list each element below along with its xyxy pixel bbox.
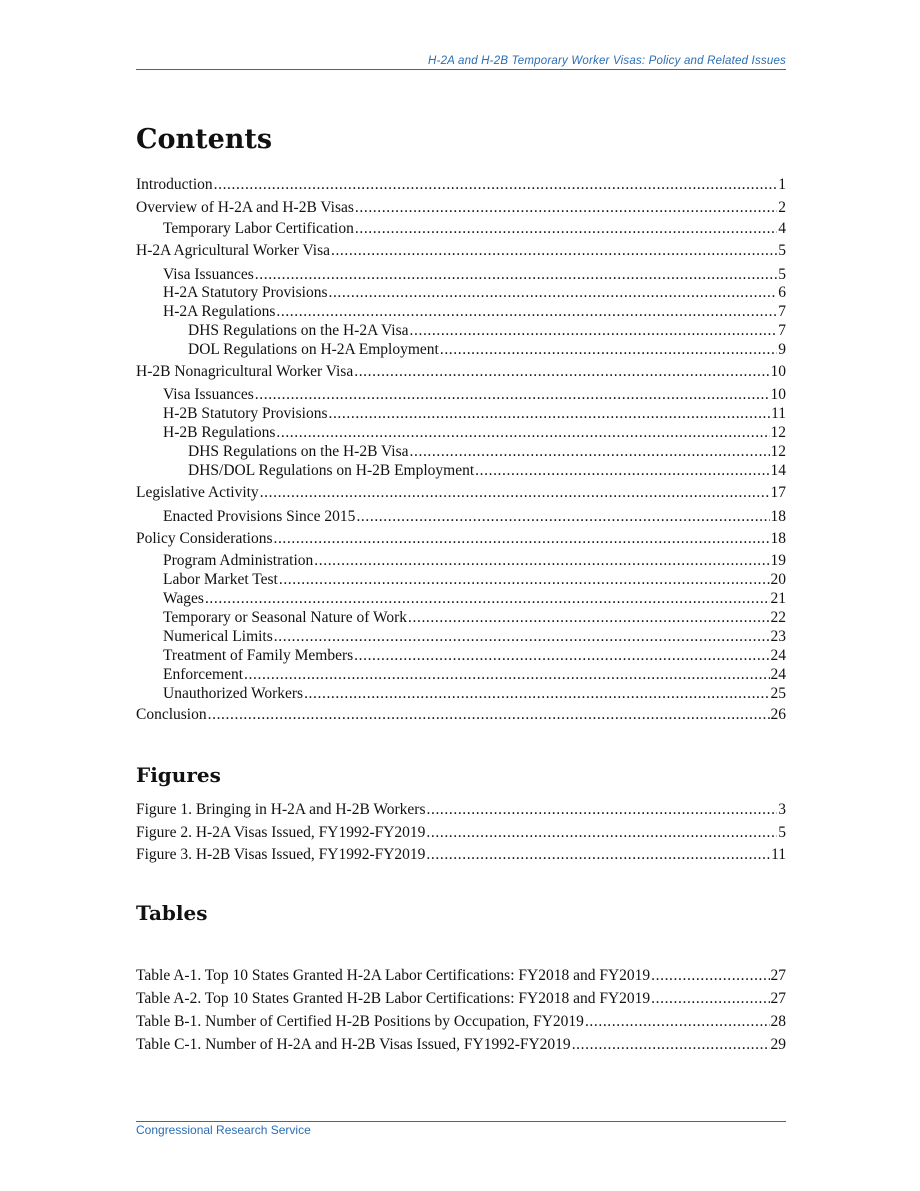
- table-entry[interactable]: [136, 1013, 786, 1031]
- dot-leader: [244, 666, 769, 684]
- dot-leader: [440, 341, 777, 359]
- toc-entry-page: 2: [778, 199, 786, 216]
- tables-heading: Tables: [136, 901, 208, 925]
- toc-entry-title: H-2B Regulations: [163, 424, 276, 441]
- toc-entry-page: 18: [770, 508, 786, 525]
- toc-entry[interactable]: [188, 443, 786, 461]
- toc-entry-title: DHS Regulations on the H-2B Visa: [188, 443, 409, 460]
- toc-entry[interactable]: [188, 322, 786, 340]
- running-header: H-2A and H-2B Temporary Worker Visas: Policy and Related Issues: [428, 55, 786, 67]
- figure-entry-title: Figure 1. Bringing in H-2A and H-2B Workers: [136, 801, 426, 818]
- toc-entry-title: H-2A Regulations: [163, 303, 276, 320]
- toc-entry-page: 18: [770, 530, 786, 547]
- toc-entry[interactable]: [188, 462, 786, 480]
- figure-entry-page: 3: [778, 801, 786, 818]
- toc-entry-page: 5: [778, 266, 786, 283]
- toc-entry[interactable]: [136, 706, 786, 724]
- contents-heading: Contents: [136, 124, 273, 155]
- figure-entry[interactable]: [136, 824, 786, 842]
- toc-entry-page: 12: [770, 443, 786, 460]
- toc-entry-title: Temporary Labor Certification: [163, 220, 354, 237]
- dot-leader: [475, 462, 769, 480]
- dot-leader: [205, 590, 770, 608]
- toc-entry-title: H-2B Statutory Provisions: [163, 405, 328, 422]
- toc-entry[interactable]: [136, 530, 786, 548]
- toc-entry-page: 6: [778, 284, 786, 301]
- dot-leader: [572, 1036, 770, 1054]
- dot-leader: [408, 609, 769, 627]
- table-entry-page: 27: [770, 967, 786, 984]
- dot-leader: [355, 199, 777, 217]
- toc-entry-page: 25: [770, 685, 786, 702]
- dot-leader: [214, 176, 778, 194]
- toc-entry-page: 10: [770, 386, 786, 403]
- dot-leader: [276, 303, 777, 321]
- toc-entry[interactable]: [163, 628, 786, 646]
- dot-leader: [208, 706, 770, 724]
- dot-leader: [427, 801, 778, 819]
- toc-entry-page: 24: [770, 666, 786, 683]
- dot-leader: [273, 530, 769, 548]
- toc-entry-page: 4: [778, 220, 786, 237]
- toc-entry[interactable]: [163, 284, 786, 302]
- toc-entry-title: Visa Issuances: [163, 266, 254, 283]
- figure-entry[interactable]: [136, 846, 786, 864]
- toc-entry[interactable]: [163, 571, 786, 589]
- toc-entry[interactable]: [163, 647, 786, 665]
- toc-entry[interactable]: [163, 405, 786, 423]
- dot-leader: [255, 266, 777, 284]
- toc-entry[interactable]: [136, 484, 786, 502]
- dot-leader: [651, 990, 769, 1008]
- dot-leader: [274, 628, 770, 646]
- toc-entry-title: Overview of H-2A and H-2B Visas: [136, 199, 354, 216]
- toc-entry-page: 14: [770, 462, 786, 479]
- figure-entry-page: 5: [778, 824, 786, 841]
- dot-leader: [354, 363, 769, 381]
- toc-entry-title: Treatment of Family Members: [163, 647, 354, 664]
- toc-entry[interactable]: [163, 220, 786, 238]
- toc-entry[interactable]: [163, 508, 786, 526]
- figure-entry-title: Figure 3. H-2B Visas Issued, FY1992-FY2019: [136, 846, 426, 863]
- dot-leader: [355, 220, 777, 238]
- toc-entry-page: 9: [778, 341, 786, 358]
- toc-entry-title: Numerical Limits: [163, 628, 273, 645]
- toc-entry[interactable]: [163, 666, 786, 684]
- table-entry-title: Table A-2. Top 10 States Granted H-2B Labor Certifications: FY2018 and FY2019: [136, 990, 651, 1007]
- toc-entry-title: Legislative Activity: [136, 484, 259, 501]
- figure-entry[interactable]: [136, 801, 786, 819]
- toc-entry-title: Enacted Provisions Since 2015: [163, 508, 356, 525]
- toc-entry-title: Enforcement: [163, 666, 244, 683]
- table-entry-page: 29: [770, 1036, 786, 1053]
- toc-entry-title: Temporary or Seasonal Nature of Work: [163, 609, 408, 626]
- toc-entry-title: DOL Regulations on H-2A Employment: [188, 341, 439, 358]
- table-entry-page: 28: [770, 1013, 786, 1030]
- figures-heading: Figures: [136, 763, 221, 787]
- toc-entry[interactable]: [163, 424, 786, 442]
- toc-entry-title: Introduction: [136, 176, 213, 193]
- dot-leader: [410, 322, 778, 340]
- toc-entry[interactable]: [163, 609, 786, 627]
- toc-entry-page: 5: [778, 242, 786, 259]
- footer-rule: [136, 1121, 786, 1122]
- table-entry[interactable]: [136, 1036, 786, 1054]
- toc-entry[interactable]: [163, 685, 786, 703]
- toc-entry[interactable]: [136, 199, 786, 217]
- dot-leader: [585, 1013, 770, 1031]
- table-entry-page: 27: [770, 990, 786, 1007]
- toc-entry-title: Visa Issuances: [163, 386, 254, 403]
- header-rule: [136, 69, 786, 70]
- dot-leader: [328, 284, 777, 302]
- table-entry[interactable]: [136, 967, 786, 985]
- figure-entry-page: 11: [771, 846, 786, 863]
- dot-leader: [651, 967, 769, 985]
- table-entry-title: Table C-1. Number of H-2A and H-2B Visas Issued, FY1992-FY2019: [136, 1036, 571, 1053]
- toc-entry-title: Program Administration: [163, 552, 314, 569]
- toc-entry[interactable]: [136, 363, 786, 381]
- toc-entry[interactable]: [163, 590, 786, 608]
- toc-entry-page: 7: [778, 322, 786, 339]
- toc-entry-title: Policy Considerations: [136, 530, 273, 547]
- dot-leader: [260, 484, 770, 502]
- toc-entry[interactable]: [136, 242, 786, 260]
- toc-entry-title: Unauthorized Workers: [163, 685, 304, 702]
- table-entry-title: Table B-1. Number of Certified H-2B Positions by Occupation, FY2019: [136, 1013, 584, 1030]
- toc-entry-title: Labor Market Test: [163, 571, 278, 588]
- toc-entry-page: 11: [771, 405, 786, 422]
- table-entry-title: Table A-1. Top 10 States Granted H-2A Labor Certifications: FY2018 and FY2019: [136, 967, 651, 984]
- dot-leader: [304, 685, 769, 703]
- toc-entry[interactable]: [188, 341, 786, 359]
- dot-leader: [410, 443, 770, 461]
- dot-leader: [328, 405, 770, 423]
- toc-entry-page: 12: [770, 424, 786, 441]
- toc-entry-title: H-2B Nonagricultural Worker Visa: [136, 363, 354, 380]
- dot-leader: [276, 424, 769, 442]
- dot-leader: [255, 386, 770, 404]
- toc-entry-page: 24: [770, 647, 786, 664]
- dot-leader: [354, 647, 769, 665]
- figure-entry-title: Figure 2. H-2A Visas Issued, FY1992-FY2019: [136, 824, 426, 841]
- dot-leader: [314, 552, 769, 570]
- toc-entry-title: H-2A Statutory Provisions: [163, 284, 328, 301]
- dot-leader: [426, 824, 777, 842]
- toc-entry-page: 10: [770, 363, 786, 380]
- toc-entry-page: 23: [770, 628, 786, 645]
- toc-entry[interactable]: [163, 303, 786, 321]
- toc-entry-page: 21: [770, 590, 786, 607]
- toc-entry[interactable]: [163, 386, 786, 404]
- toc-entry-title: Wages: [163, 590, 204, 607]
- dot-leader: [279, 571, 770, 589]
- toc-entry-title: Conclusion: [136, 706, 207, 723]
- toc-entry-page: 1: [778, 176, 786, 193]
- toc-entry-title: DHS/DOL Regulations on H-2B Employment: [188, 462, 475, 479]
- toc-entry-page: 26: [770, 706, 786, 723]
- toc-entry-page: 17: [770, 484, 786, 501]
- toc-entry-page: 7: [778, 303, 786, 320]
- table-entry[interactable]: [136, 990, 786, 1008]
- toc-entry-page: 20: [770, 571, 786, 588]
- toc-entry[interactable]: [136, 176, 786, 194]
- dot-leader: [331, 242, 777, 260]
- toc-entry[interactable]: [163, 266, 786, 284]
- toc-entry-title: H-2A Agricultural Worker Visa: [136, 242, 330, 259]
- toc-entry-page: 19: [770, 552, 786, 569]
- toc-entry[interactable]: [163, 552, 786, 570]
- footer-organization: Congressional Research Service: [136, 1123, 311, 1137]
- dot-leader: [356, 508, 769, 526]
- toc-entry-title: DHS Regulations on the H-2A Visa: [188, 322, 409, 339]
- toc-entry-page: 22: [770, 609, 786, 626]
- dot-leader: [426, 846, 770, 864]
